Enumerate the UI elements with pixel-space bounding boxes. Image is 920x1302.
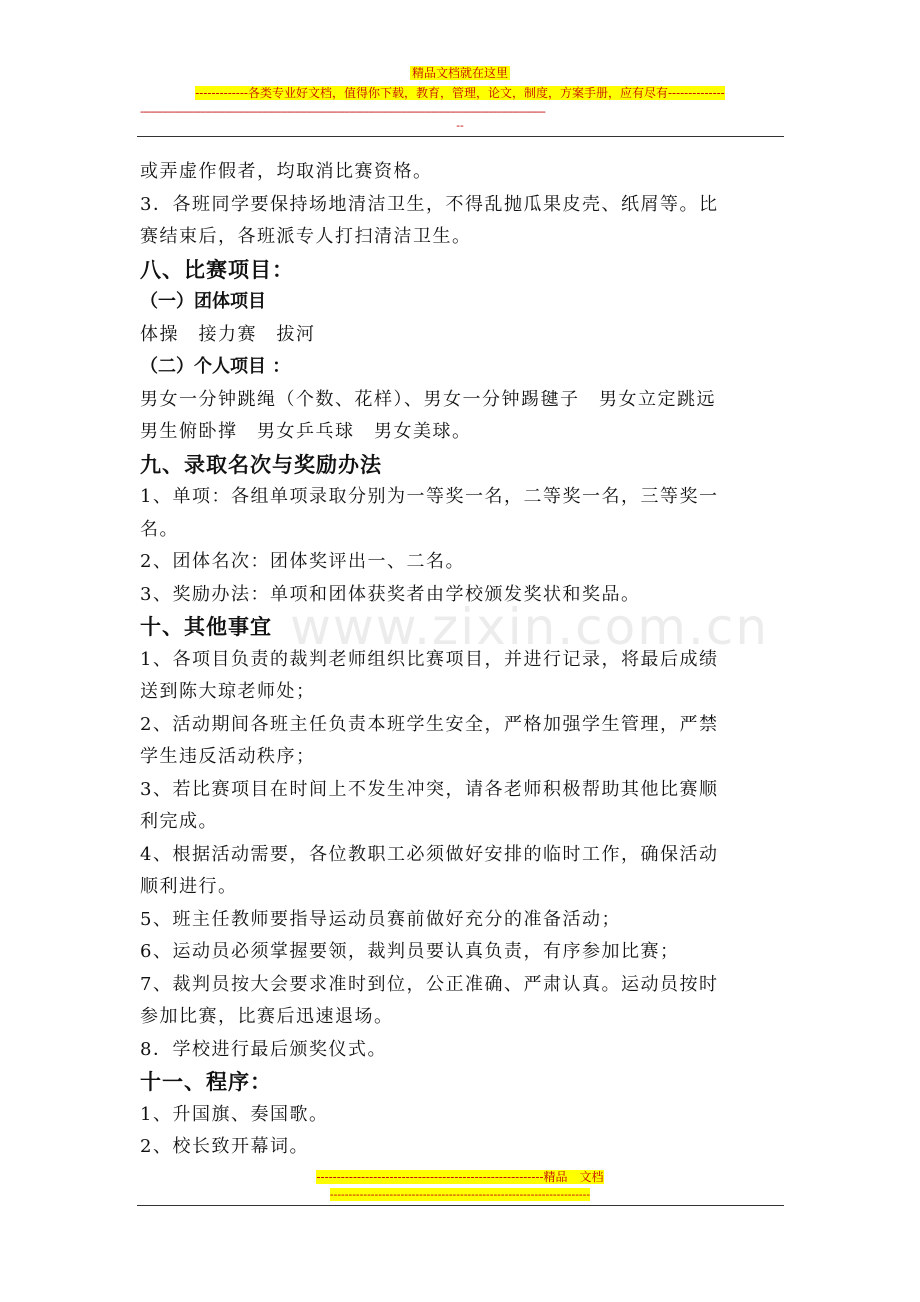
paragraph: 6、运动员必须掌握要领，裁判员要认真负责，有序参加比赛； [140, 941, 680, 962]
paragraph: 顺利进行。 [140, 876, 238, 897]
paragraph: 利完成。 [140, 811, 218, 832]
paragraph: 2、活动期间各班主任负责本班学生安全，严格加强学生管理，严禁 [140, 713, 719, 735]
subheading-individual: （二）个人项目 ： [140, 356, 291, 377]
header-tagline: -------------各类专业好文档，值得你下载，教育，管理，论文，制度，方案手册，应有尽有-------------- [195, 86, 725, 100]
paragraph: 2、团体名次：团体奖评出一、二名。 [140, 551, 465, 572]
footer-dashes: ---------------------------------------------------------------------- [329, 1188, 591, 1201]
paragraph: 8．学校进行最后颁奖仪式。 [140, 1038, 387, 1060]
paragraph: 参加比赛，比赛后迅速退场。 [140, 1006, 394, 1027]
section-heading-8: 八、比赛项目： [140, 257, 294, 282]
paragraph: 5、班主任教师要指导运动员赛前做好充分的准备活动； [140, 908, 621, 930]
header-dashes: ----------------------------------------------------------------------------------------------------------------------------------------------------- [140, 106, 545, 118]
paragraph: 4、根据活动需要，各位教职工必须做好安排的临时工作，确保活动 [140, 843, 719, 865]
header-dashes-tail: -- [456, 119, 464, 132]
paragraph: 1、各项目负责的裁判老师组织比赛项目，并进行记录，将最后成绩 [140, 648, 719, 670]
paragraph: 赛结束后，各班派专人打扫清洁卫生。 [140, 226, 472, 247]
paragraph: 3．各班同学要保持场地清洁卫生，不得乱抛瓜果皮壳、纸屑等。比 [140, 193, 719, 215]
paragraph: 送到陈大琼老师处； [140, 681, 316, 702]
watermark: www.zixin.com.cn [290, 598, 770, 656]
section-heading-11: 十一、程序： [140, 1070, 272, 1094]
section-heading-10: 十、其他事宜 [140, 615, 272, 639]
paragraph: 7、裁判员按大会要求准时到位，公正准确、严肃认真。运动员按时 [140, 973, 719, 995]
subheading-team: （一）团体项目 [140, 291, 266, 312]
paragraph: 学生违反活动秩序； [140, 746, 316, 767]
header-title: 精品文档就在这里 [411, 66, 508, 80]
individual-items: 男女一分钟跳绳（个数、花样）、男女一分钟踢毽子 男女立定跳远 [140, 388, 716, 410]
paragraph: 1、升国旗、奏国歌。 [140, 1103, 329, 1125]
footer-rule [137, 1205, 784, 1206]
paragraph: 1、单项：各组单项录取分别为一等奖一名，二等奖一名，三等奖一 [140, 486, 719, 507]
section-heading-9: 九、录取名次与奖励办法 [140, 452, 382, 477]
paragraph: 名。 [140, 518, 179, 540]
paragraph: 3、奖励办法：单项和团体获奖者由学校颁发奖状和奖品。 [140, 583, 641, 605]
header-rule [137, 136, 784, 137]
footer-line: --------------------------------------------------------精品 文档 [316, 1170, 604, 1184]
individual-items: 男生俯卧撑 男女乒乓球 男女美球。 [140, 421, 472, 442]
paragraph: 3、若比赛项目在时间上不发生冲突，请各老师积极帮助其他比赛顺 [140, 778, 719, 800]
paragraph: 2、校长致开幕词。 [140, 1136, 309, 1157]
document-body [140, 156, 785, 1164]
team-items: 体操 接力赛 拔河 [140, 323, 316, 345]
paragraph: 或弄虚作假者，均取消比赛资格。 [140, 161, 433, 182]
